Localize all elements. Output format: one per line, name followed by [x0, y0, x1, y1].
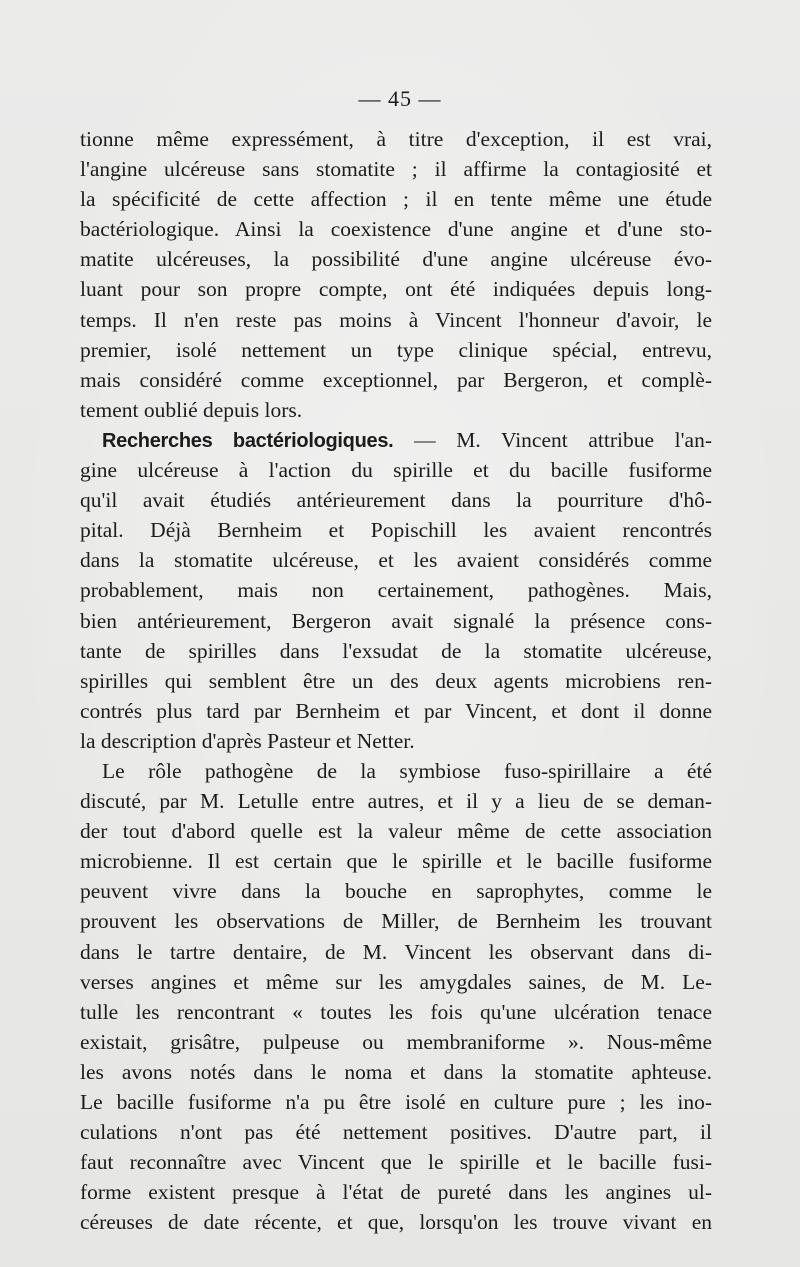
text-line: luant pour son propre compte, ont été indiquées depuis long-	[80, 277, 712, 302]
page-number: — 45 —	[358, 86, 442, 111]
text-line: matite ulcéreuses, la possibilité d'une angine ulcéreuse évo-	[80, 247, 712, 272]
text-line: dans le tartre dentaire, de M. Vincent les observant dans di-	[80, 939, 712, 964]
text-line: peuvent vivre dans la bouche en saprophytes, comme le	[80, 879, 712, 904]
text-line: tionne même expressément, à titre d'exception, il est vrai,	[80, 127, 712, 151]
text-line: pital. Déjà Bernheim et Popischill les avaient rencontrés	[80, 518, 712, 543]
text-line: céreuses de date récente, et que, lorsqu'on les trouve vivant en	[80, 1210, 712, 1235]
text-line: prouvent les observations de Miller, de Bernheim les trouvant	[80, 909, 712, 934]
text-line: forme existent presque à l'état de pureté dans les angines ul-	[80, 1180, 712, 1205]
text-line: Le rôle pathogène de la symbiose fuso-spirillaire a été	[102, 758, 712, 783]
text-line: la description d'après Pasteur et Netter.	[80, 728, 415, 753]
text-line: Le bacille fusiforme n'a pu être isolé en culture pure ; les ino-	[80, 1090, 712, 1114]
text-line: tement oublié depuis lors.	[80, 397, 303, 422]
section-heading-continuation: — M. Vincent attribue l'an-	[393, 427, 712, 452]
text-line: bien antérieurement, Bergeron avait signalé la présence cons-	[80, 608, 712, 633]
text-line: les avons notés dans le noma et dans la stomatite aphteuse.	[80, 1059, 712, 1084]
text-line: tulle les rencontrant « toutes les fois qu'une ulcération tenace	[80, 999, 712, 1024]
text-line: culations n'ont pas été nettement positives. D'autre part, il	[80, 1120, 712, 1145]
text-line: spirilles qui semblent être un des deux agents microbiens ren-	[80, 668, 712, 693]
text-line: la spécificité de cette affection ; il en tente même une étude	[80, 187, 712, 212]
text-line: qu'il avait étudiés antérieurement dans la pourriture d'hô-	[80, 488, 712, 513]
text-line: microbienne. Il est certain que le spirille et le bacille fusiforme	[80, 849, 712, 874]
section-heading: Recherches bactériologiques.	[102, 429, 394, 452]
text-line: mais considéré comme exceptionnel, par Bergeron, et complè-	[80, 367, 712, 392]
text-line: premier, isolé nettement un type clinique spécial, entrevu,	[80, 337, 712, 362]
text-line: temps. Il n'en reste pas moins à Vincent l'honneur d'avoir, le	[80, 307, 712, 332]
text-line: dans la stomatite ulcéreuse, et les avaient considérés comme	[80, 548, 712, 573]
text-line: probablement, mais non certainement, pathogènes. Mais,	[80, 578, 712, 603]
text-line: der tout d'abord quelle est la valeur même de cette association	[80, 819, 712, 844]
text-line: existait, grisâtre, pulpeuse ou membraniforme ». Nous-même	[80, 1029, 712, 1054]
text-line: contrés plus tard par Bernheim et par Vincent, et dont il donne	[80, 698, 712, 723]
text-line: verses angines et même sur les amygdales saines, de M. Le-	[80, 969, 712, 994]
text-line: faut reconnaître avec Vincent que le spirille et le bacille fusi-	[80, 1150, 712, 1175]
text-line: gine ulcéreuse à l'action du spirille et du bacille fusiforme	[80, 458, 712, 483]
text-line: bactériologique. Ainsi la coexistence d'une angine et d'une sto-	[80, 217, 712, 242]
text-line: l'angine ulcéreuse sans stomatite ; il affirme la contagiosité et	[80, 157, 712, 182]
section-heading-line	[80, 425, 712, 455]
text-line: discuté, par M. Letulle entre autres, et il y a lieu de se deman-	[80, 789, 712, 814]
text-line: tante de spirilles dans l'exsudat de la stomatite ulcéreuse,	[80, 638, 712, 663]
body-text	[80, 124, 712, 1237]
